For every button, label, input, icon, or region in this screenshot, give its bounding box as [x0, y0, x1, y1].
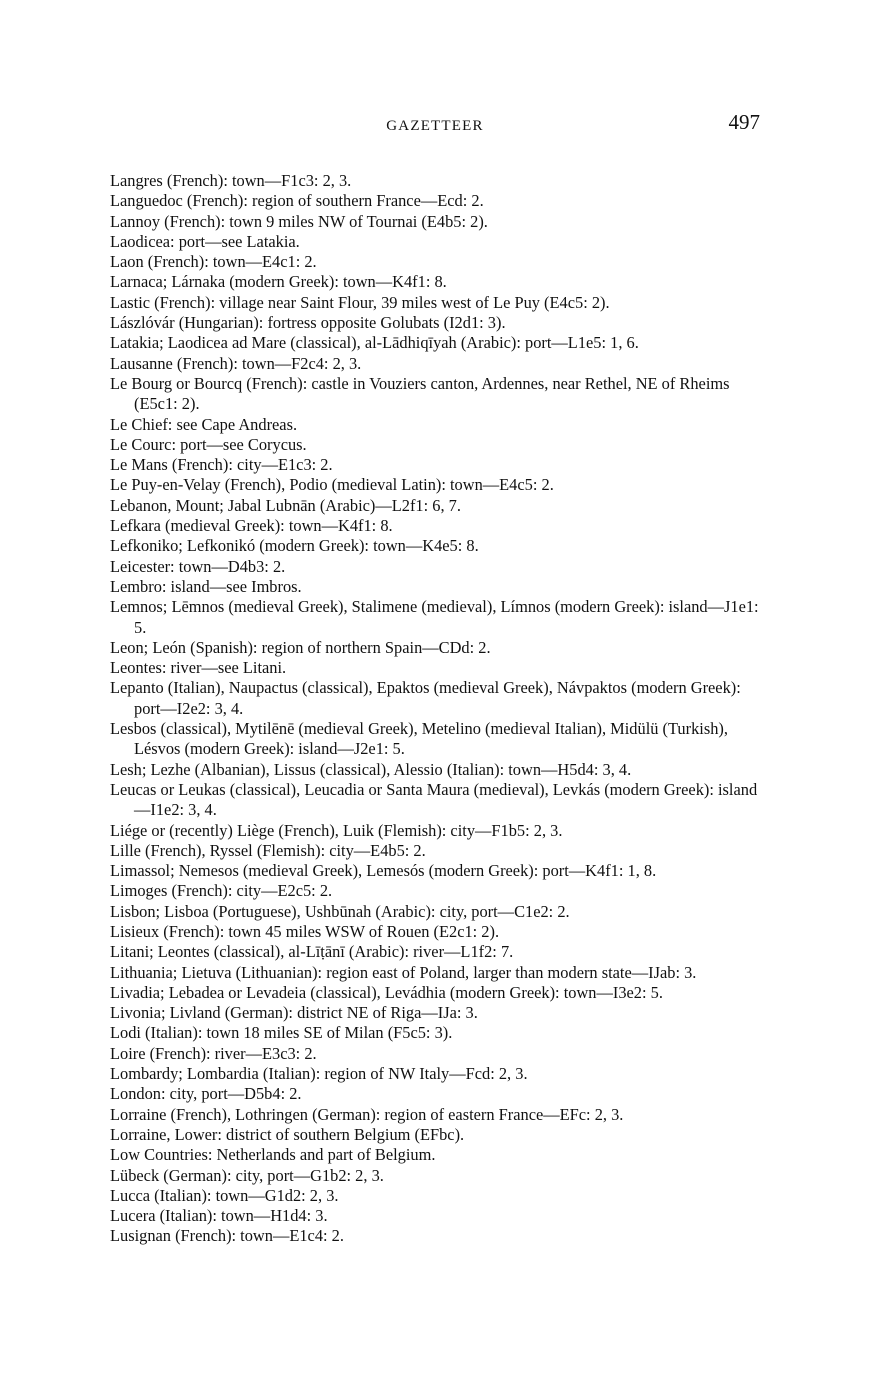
gazetteer-entry: Larnaca; Lárnaka (modern Greek): town—K4f1: 8. — [110, 272, 447, 292]
gazetteer-entry: Laodicea: port—see Latakia. — [110, 231, 300, 251]
gazetteer-entry: Leucas or Leukas (classical), Leucadia or Santa Maura (medieval), Levkás (modern Greek): island—I1e2: 3, 4. — [110, 779, 758, 820]
gazetteer-entry: Leontes: river—see Litani. — [110, 658, 287, 678]
gazetteer-entry: Le Bourg or Bourcq (French): castle in Vouziers canton, Ardennes, near Rethel, NE of Rheims (E5c1: 2). — [110, 373, 730, 414]
running-title: GAZETTEER — [386, 118, 484, 134]
gazetteer-entry: Leicester: town—D4b3: 2. — [110, 556, 286, 576]
gazetteer-entry: Lászlóvár (Hungarian): fortress opposite Golubats (I2d1: 3). — [110, 313, 506, 333]
gazetteer-entry: Limoges (French): city—E2c5: 2. — [110, 881, 333, 901]
gazetteer-entry: Lemnos; Lēmnos (medieval Greek), Stalimene (medieval), Límnos (modern Greek): island—J1e1: 5. — [110, 597, 759, 637]
gazetteer-entry: Lucera (Italian): town—H1d4: 3. — [110, 1206, 328, 1226]
gazetteer-entry: Le Courc: port—see Corycus. — [110, 434, 307, 454]
page-number: 497 — [728, 110, 760, 134]
gazetteer-entry: Lausanne (French): town—F2c4: 2, 3. — [110, 353, 362, 373]
gazetteer-entry: Lübeck (German): city, port—G1b2: 2, 3. — [110, 1165, 384, 1185]
gazetteer-entry: Livonia; Livland (German): district NE of Riga—IJa: 3. — [110, 1003, 478, 1023]
gazetteer-entry: Lastic (French): village near Saint Flour, 39 miles west of Le Puy (E4c5: 2). — [110, 292, 610, 312]
gazetteer-entry: Lebanon, Mount; Jabal Lubnān (Arabic)—L2f1: 6, 7. — [110, 495, 461, 515]
gazetteer-entry: Lorraine, Lower: district of southern Belgium (EFbc). — [110, 1124, 465, 1144]
gazetteer-entry: Limassol; Nemesos (medieval Greek), Lemesós (modern Greek): port—K4f1: 1, 8. — [110, 861, 657, 881]
gazetteer-entry: Leon; León (Spanish): region of northern Spain—CDd: 2. — [110, 637, 491, 657]
gazetteer-entry: Lodi (Italian): town 18 miles SE of Milan (F5c5: 3). — [110, 1023, 453, 1043]
gazetteer-entry: Langres (French): town—F1c3: 2, 3. — [110, 171, 352, 190]
gazetteer-entry: Laon (French): town—E4c1: 2. — [110, 252, 317, 272]
gazetteer-entry: Le Chief: see Cape Andreas. — [110, 414, 298, 434]
gazetteer-entry: Languedoc (French): region of southern France—Ecd: 2. — [110, 191, 484, 211]
gazetteer-entry: Lembro: island—see Imbros. — [110, 576, 302, 596]
gazetteer-entry: Litani; Leontes (classical), al-Līṭānī (Arabic): river—L1f2: 7. — [110, 942, 514, 962]
page-header — [110, 110, 760, 140]
gazetteer-entry: Lusignan (French): town—E1c4: 2. — [110, 1226, 344, 1246]
gazetteer-entry: Lepanto (Italian), Naupactus (classical), Epaktos (medieval Greek), Návpaktos (modern Greek): port—I2e2: 3, 4. — [110, 678, 741, 718]
gazetteer-entry: Lefkoniko; Lefkonikó (modern Greek): town—K4e5: 8. — [110, 536, 479, 556]
gazetteer-entry: Lorraine (French), Lothringen (German): region of eastern France—EFc: 2, 3. — [110, 1104, 624, 1124]
gazetteer-entry: Le Mans (French): city—E1c3: 2. — [110, 455, 333, 475]
gazetteer-entry-list — [110, 171, 762, 1247]
gazetteer-entry: Lucca (Italian): town—G1d2: 2, 3. — [110, 1185, 339, 1205]
gazetteer-entry: Lisieux (French): town 45 miles WSW of Rouen (E2c1: 2). — [110, 921, 500, 941]
gazetteer-entry: Lille (French), Ryssel (Flemish): city—E4b5: 2. — [110, 840, 426, 860]
gazetteer-entry: London: city, port—D5b4: 2. — [110, 1084, 302, 1104]
gazetteer-entry: Lithuania; Lietuva (Lithuanian): region east of Poland, larger than modern state—IJab: 3. — [110, 962, 697, 982]
gazetteer-entry: Lefkara (medieval Greek): town—K4f1: 8. — [110, 516, 393, 536]
gazetteer-entry: Lombardy; Lombardia (Italian): region of NW Italy—Fcd: 2, 3. — [110, 1064, 528, 1084]
gazetteer-entry: Lesh; Lezhe (Albanian), Lissus (classical), Alessio (Italian): town—H5d4: 3, 4. — [110, 759, 632, 779]
gazetteer-entry: Liége or (recently) Liège (French), Luik (Flemish): city—F1b5: 2, 3. — [110, 820, 563, 840]
gazetteer-entry: Lesbos (classical), Mytilēnē (medieval Greek), Metelino (medieval Italian), Midülü (Turkish), Lésvos (modern Greek): island—J2e1: 5. — [110, 719, 728, 759]
gazetteer-entry: Low Countries: Netherlands and part of Belgium. — [110, 1145, 436, 1165]
gazetteer-entry: Le Puy-en-Velay (French), Podio (medieval Latin): town—E4c5: 2. — [110, 475, 554, 495]
gazetteer-entry: Lisbon; Lisboa (Portuguese), Ushbūnah (Arabic): city, port—C1e2: 2. — [110, 901, 570, 921]
gazetteer-entry: Livadia; Lebadea or Levadeia (classical), Levádhia (modern Greek): town—I3e2: 5. — [110, 982, 663, 1002]
gazetteer-entry: Lannoy (French): town 9 miles NW of Tournai (E4b5: 2). — [110, 211, 488, 231]
gazetteer-entry: Loire (French): river—E3c3: 2. — [110, 1043, 317, 1063]
gazetteer-entry: Latakia; Laodicea ad Mare (classical), al-Lādhiqīyah (Arabic): port—L1e5: 1, 6. — [110, 333, 639, 353]
